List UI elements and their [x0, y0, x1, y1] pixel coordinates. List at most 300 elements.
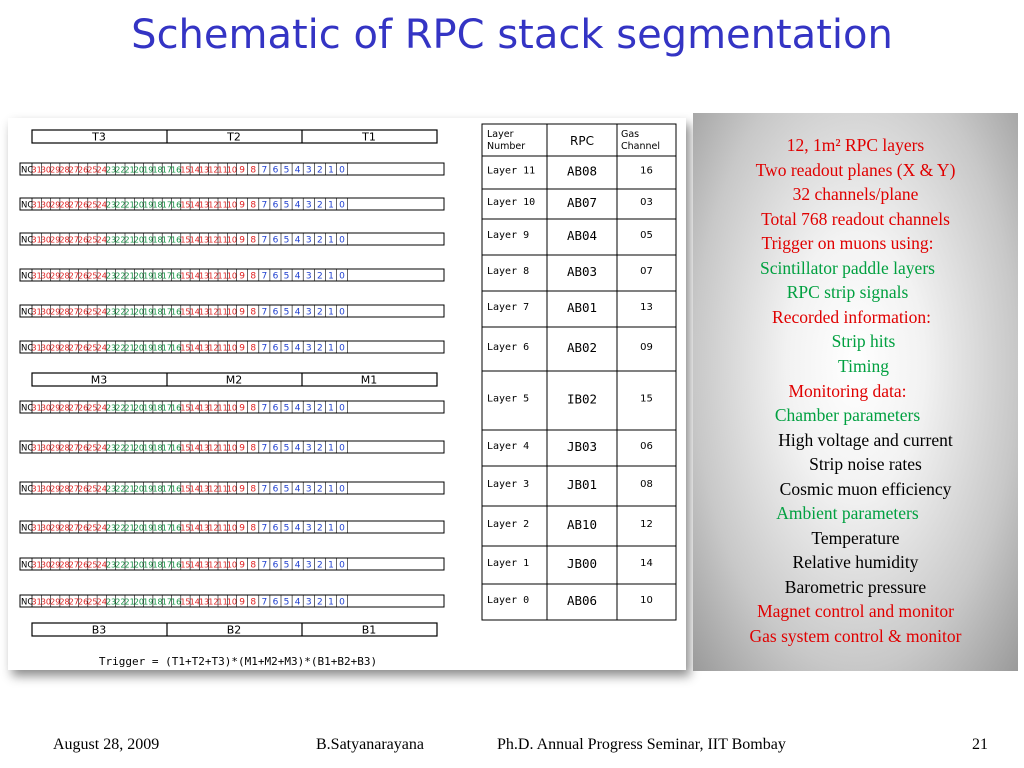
info-line: Trigger on muons using:: [761, 233, 934, 254]
strip-number: 26: [78, 271, 89, 281]
strip-number: 3: [305, 235, 312, 246]
strip-number: 19: [143, 165, 154, 175]
info-line: Strip hits: [831, 331, 896, 352]
plane-label-m3: M3: [90, 373, 108, 387]
table-cell-rpc: AB01: [566, 300, 598, 315]
table-cell-gas: 15: [640, 393, 653, 405]
strip-number: 27: [68, 484, 79, 494]
strip-number: 0: [339, 403, 345, 414]
table-cell-rpc: JB01: [566, 477, 598, 492]
strip-number: 12: [208, 560, 219, 570]
table-cell-rpc: AB08: [566, 163, 598, 179]
strip-number: 7: [261, 560, 268, 571]
plane-label-t1: T1: [362, 130, 376, 144]
strip-number: 19: [143, 343, 154, 353]
strip-number: 21: [124, 403, 135, 413]
strip-number: 9: [239, 443, 246, 454]
strip-number: 12: [208, 597, 219, 607]
strip-number: 1: [328, 523, 334, 534]
table-cell-rpc: AB02: [566, 340, 598, 355]
strip-number: 28: [59, 235, 70, 245]
strip-number: 19: [143, 403, 154, 413]
table-cell-layer: Layer 11: [487, 165, 536, 177]
table-cell-layer: Layer 3: [487, 479, 530, 490]
table-cell-gas: 12: [640, 519, 653, 530]
strip-number: 24: [96, 271, 107, 281]
strip-number: 19: [143, 200, 154, 210]
strip-number: 18: [152, 597, 163, 607]
strip-number: 11: [217, 597, 228, 607]
strip-row-nc-label: NC: [21, 343, 34, 354]
strip-number: 12: [208, 484, 219, 494]
strip-number: 18: [152, 165, 163, 175]
strip-number: 31: [31, 560, 42, 570]
strip-number: 7: [261, 443, 268, 454]
strip-number: 28: [59, 271, 70, 281]
table-cell-layer: Layer 4: [487, 441, 530, 452]
strip-number: 14: [189, 343, 200, 353]
strip-number: 10: [226, 271, 238, 281]
strip-row-nc-label: NC: [21, 200, 34, 211]
table-cell-layer: Layer 10: [487, 197, 536, 208]
strip-number: 9: [239, 343, 246, 354]
strip-number: 29: [50, 484, 61, 494]
strip-number: 12: [208, 307, 219, 317]
table-cell-gas: 08: [640, 479, 653, 490]
plane-label-t2: T2: [227, 130, 241, 144]
plane-label-b3: B3: [91, 623, 107, 637]
strip-number: 17: [161, 235, 172, 245]
strip-number: 9: [239, 523, 246, 534]
strip-number: 29: [50, 443, 61, 453]
strip-number: 28: [59, 165, 70, 175]
strip-number: 25: [87, 165, 98, 175]
strip-number: 29: [50, 307, 61, 317]
strip-number: 26: [78, 443, 89, 453]
strip-number: 3: [305, 307, 312, 318]
strip-number: 16: [171, 560, 182, 570]
strip-row-nc-label: NC: [21, 443, 34, 454]
table-header-gas: Gas: [621, 129, 640, 140]
strip-number: 13: [198, 307, 210, 317]
strip-number: 12: [208, 343, 219, 353]
strip-number: 5: [283, 165, 290, 176]
strip-number: 3: [305, 560, 312, 571]
strip-number: 6: [272, 443, 279, 454]
strip-number: 20: [133, 597, 145, 607]
strip-number: 10: [226, 165, 238, 175]
strip-number: 20: [133, 403, 145, 413]
strip-number: 4: [294, 307, 301, 318]
strip-number: 0: [339, 443, 345, 454]
strip-number: 20: [133, 200, 145, 210]
plane-label-b1: B1: [361, 623, 377, 637]
strip-number: 21: [124, 443, 135, 453]
strip-number: 24: [96, 235, 107, 245]
strip-number: 22: [115, 403, 126, 413]
strip-number: 4: [294, 343, 301, 354]
strip-number: 14: [189, 271, 200, 281]
strip-number: 0: [339, 597, 345, 608]
strip-number: 2: [316, 200, 323, 211]
strip-number: 7: [261, 484, 268, 495]
strip-number: 13: [198, 523, 210, 533]
strip-number: 22: [115, 560, 126, 570]
strip-number: 24: [96, 343, 107, 353]
strip-row-nc-label: NC: [21, 484, 34, 495]
strip-number: 23: [105, 560, 117, 570]
strip-number: 16: [171, 523, 182, 533]
strip-number: 25: [87, 200, 98, 210]
strip-number: 0: [339, 200, 345, 211]
info-line: Ambient parameters: [776, 503, 919, 524]
strip-number: 8: [250, 165, 257, 176]
table-cell-rpc: AB06: [566, 593, 598, 608]
strip-number: 7: [261, 271, 268, 282]
strip-number: 19: [143, 443, 154, 453]
strip-number: 23: [105, 200, 117, 210]
strip-number: 2: [316, 403, 323, 414]
table-cell-gas: 13: [640, 302, 653, 313]
strip-row-nc-label: NC: [21, 235, 34, 246]
strip-number: 0: [339, 523, 345, 534]
strip-number: 31: [31, 443, 42, 453]
strip-number: 14: [189, 200, 200, 210]
strip-number: 7: [261, 165, 268, 176]
strip-number: 28: [59, 343, 70, 353]
strip-number: 6: [272, 484, 279, 495]
strip-number: 22: [115, 235, 126, 245]
strip-number: 7: [261, 523, 268, 534]
strip-number: 10: [226, 560, 238, 570]
table-header-layer: Layer: [487, 129, 514, 140]
info-line: Recorded information:: [772, 306, 931, 327]
strip-number: 27: [68, 343, 79, 353]
strip-number: 17: [161, 403, 172, 413]
strip-row-nc-label: NC: [21, 403, 34, 414]
strip-number: 2: [316, 271, 323, 282]
strip-number: 5: [283, 343, 290, 354]
strip-number: 26: [78, 403, 89, 413]
strip-number: 20: [133, 560, 145, 570]
strip-number: 19: [143, 307, 154, 317]
strip-number: 28: [59, 484, 70, 494]
strip-number: 26: [78, 307, 89, 317]
table-cell-layer: Layer 8: [487, 266, 530, 277]
strip-number: 23: [105, 403, 117, 413]
footer-date: August 28, 2009: [53, 736, 160, 753]
strip-number: 3: [305, 343, 312, 354]
strip-number: 20: [133, 484, 145, 494]
strip-number: 21: [124, 484, 135, 494]
strip-number: 4: [294, 235, 301, 246]
strip-number: 22: [115, 343, 126, 353]
strip-number: 15: [180, 271, 191, 281]
strip-number: 27: [68, 271, 79, 281]
strip-number: 17: [161, 484, 172, 494]
strip-number: 24: [96, 165, 107, 175]
strip-number: 28: [59, 200, 70, 210]
strip-number: 25: [87, 597, 98, 607]
strip-number: 30: [40, 271, 52, 281]
table-cell-gas: 03: [640, 197, 653, 208]
strip-number: 9: [239, 484, 246, 495]
slide-title: Schematic of RPC stack segmentation: [131, 12, 893, 58]
strip-number: 25: [87, 307, 98, 317]
strip-number: 14: [189, 403, 200, 413]
strip-number: 5: [283, 235, 290, 246]
strip-row-nc-label: NC: [21, 597, 34, 608]
strip-number: 27: [68, 165, 79, 175]
strip-number: 0: [339, 271, 345, 282]
strip-number: 9: [239, 403, 246, 414]
table-cell-gas: 05: [640, 230, 653, 241]
strip-number: 4: [294, 443, 301, 454]
strip-row-nc-label: NC: [21, 523, 34, 534]
strip-number: 6: [272, 597, 279, 608]
strip-number: 17: [161, 597, 172, 607]
strip-number: 27: [68, 523, 79, 533]
strip-number: 0: [339, 165, 345, 176]
strip-number: 31: [31, 403, 42, 413]
strip-number: 5: [283, 307, 290, 318]
strip-number: 16: [171, 597, 182, 607]
strip-number: 0: [339, 343, 345, 354]
table-cell-layer: Layer 9: [487, 230, 530, 241]
strip-number: 4: [294, 271, 301, 282]
strip-number: 23: [105, 165, 117, 175]
strip-number: 31: [31, 523, 42, 533]
strip-number: 5: [283, 271, 290, 282]
strip-number: 3: [305, 200, 312, 211]
table-cell-gas: 14: [640, 558, 653, 569]
strip-number: 8: [250, 597, 257, 608]
strip-number: 22: [115, 484, 126, 494]
strip-number: 19: [143, 523, 154, 533]
strip-number: 11: [217, 165, 228, 175]
strip-number: 14: [189, 443, 200, 453]
strip-number: 12: [208, 200, 219, 210]
strip-number: 31: [31, 165, 42, 175]
strip-number: 22: [115, 597, 126, 607]
strip-number: 8: [250, 235, 257, 246]
table-cell-gas: 16: [640, 165, 653, 177]
strip-number: 4: [294, 597, 301, 608]
strip-number: 6: [272, 271, 279, 282]
strip-number: 29: [50, 403, 61, 413]
strip-number: 18: [152, 200, 163, 210]
strip-number: 18: [152, 523, 163, 533]
strip-number: 19: [143, 235, 154, 245]
strip-number: 17: [161, 443, 172, 453]
table-cell-rpc: JB00: [566, 556, 598, 571]
strip-number: 26: [78, 165, 89, 175]
strip-number: 10: [226, 443, 238, 453]
strip-number: 6: [272, 165, 279, 176]
strip-number: 24: [96, 443, 107, 453]
strip-number: 10: [226, 235, 238, 245]
table-header-number: Number: [487, 141, 526, 152]
strip-number: 2: [316, 443, 323, 454]
strip-number: 7: [261, 343, 268, 354]
strip-number: 13: [198, 560, 210, 570]
strip-number: 9: [239, 560, 246, 571]
info-line: Chamber parameters: [774, 405, 921, 426]
strip-number: 23: [105, 443, 117, 453]
strip-number: 25: [87, 560, 98, 570]
strip-number: 25: [87, 235, 98, 245]
strip-number: 22: [115, 307, 126, 317]
info-line: Two readout planes (X & Y): [755, 159, 956, 180]
strip-number: 6: [272, 560, 279, 571]
strip-number: 22: [115, 271, 126, 281]
strip-number: 12: [208, 443, 219, 453]
strip-number: 15: [180, 165, 191, 175]
strip-number: 17: [161, 165, 172, 175]
strip-row-nc-label: NC: [21, 307, 34, 318]
info-line: Barometric pressure: [784, 576, 927, 597]
stack-schematic-figure: [8, 118, 686, 670]
strip-number: 26: [78, 560, 89, 570]
strip-number: 18: [152, 235, 163, 245]
strip-number: 30: [40, 165, 52, 175]
strip-number: 11: [217, 523, 228, 533]
strip-number: 28: [59, 523, 70, 533]
strip-number: 26: [78, 343, 89, 353]
strip-number: 13: [198, 200, 210, 210]
table-cell-layer: Layer 5: [487, 393, 530, 405]
table-cell-rpc: AB10: [566, 517, 598, 532]
table-cell-rpc: AB04: [566, 228, 598, 243]
strip-number: 16: [171, 307, 182, 317]
strip-number: 3: [305, 523, 312, 534]
strip-number: 8: [250, 200, 257, 211]
strip-number: 30: [40, 523, 52, 533]
strip-number: 30: [40, 200, 52, 210]
strip-number: 13: [198, 165, 210, 175]
strip-number: 15: [180, 560, 191, 570]
strip-number: 24: [96, 484, 107, 494]
strip-number: 6: [272, 307, 279, 318]
strip-number: 4: [294, 560, 301, 571]
strip-number: 29: [50, 560, 61, 570]
strip-number: 3: [305, 271, 312, 282]
strip-number: 18: [152, 307, 163, 317]
strip-number: 9: [239, 165, 246, 176]
strip-number: 11: [217, 200, 228, 210]
strip-number: 28: [59, 403, 70, 413]
table-cell-rpc: AB07: [566, 195, 598, 210]
info-line: Magnet control and monitor: [757, 601, 954, 622]
strip-number: 17: [161, 560, 172, 570]
info-line: 32 channels/plane: [792, 184, 919, 205]
strip-number: 1: [328, 165, 334, 176]
strip-number: 22: [115, 200, 126, 210]
strip-number: 27: [68, 403, 79, 413]
strip-number: 5: [283, 403, 290, 414]
strip-number: 14: [189, 235, 200, 245]
footer-author: B.Satyanarayana: [316, 736, 424, 753]
strip-number: 13: [198, 343, 210, 353]
strip-number: 13: [198, 597, 210, 607]
strip-number: 19: [143, 560, 154, 570]
strip-number: 3: [305, 597, 312, 608]
strip-number: 8: [250, 560, 257, 571]
strip-number: 5: [283, 560, 290, 571]
info-line: Total 768 readout channels: [761, 208, 950, 229]
strip-row-nc-label: NC: [21, 165, 34, 176]
plane-label-m1: M1: [360, 373, 378, 387]
strip-number: 23: [105, 235, 117, 245]
strip-number: 15: [180, 443, 191, 453]
strip-number: 16: [171, 403, 182, 413]
strip-number: 20: [133, 343, 145, 353]
strip-number: 13: [198, 443, 210, 453]
strip-number: 11: [217, 443, 228, 453]
strip-number: 2: [316, 165, 323, 176]
strip-number: 4: [294, 165, 301, 176]
strip-number: 2: [316, 560, 323, 571]
strip-number: 10: [226, 200, 238, 210]
strip-row-nc-label: NC: [21, 560, 34, 571]
strip-number: 8: [250, 523, 257, 534]
strip-number: 28: [59, 443, 70, 453]
strip-number: 19: [143, 271, 154, 281]
strip-number: 11: [217, 484, 228, 494]
strip-number: 31: [31, 307, 42, 317]
strip-number: 0: [339, 307, 345, 318]
strip-number: 10: [226, 523, 238, 533]
strip-number: 21: [124, 343, 135, 353]
strip-number: 11: [217, 343, 228, 353]
strip-number: 11: [217, 403, 228, 413]
strip-number: 21: [124, 200, 135, 210]
strip-number: 2: [316, 235, 323, 246]
table-cell-rpc: IB02: [566, 391, 598, 407]
strip-number: 5: [283, 443, 290, 454]
strip-number: 15: [180, 235, 191, 245]
strip-number: 26: [78, 484, 89, 494]
info-line: Timing: [838, 355, 889, 376]
strip-number: 23: [105, 307, 117, 317]
strip-number: 29: [50, 271, 61, 281]
strip-number: 8: [250, 307, 257, 318]
strip-number: 22: [115, 443, 126, 453]
strip-number: 1: [328, 200, 334, 211]
strip-number: 21: [124, 307, 135, 317]
strip-number: 25: [87, 271, 98, 281]
strip-number: 12: [208, 403, 219, 413]
footer-page-number: 21: [972, 736, 988, 753]
strip-number: 31: [31, 343, 42, 353]
strip-number: 19: [143, 597, 154, 607]
strip-number: 7: [261, 200, 268, 211]
strip-number: 21: [124, 165, 135, 175]
strip-number: 27: [68, 560, 79, 570]
info-line: High voltage and current: [778, 429, 953, 450]
info-line: RPC strip signals: [786, 282, 909, 303]
strip-number: 8: [250, 443, 257, 454]
trigger-equation: Trigger = (T1+T2+T3)*(M1+M2+M3)*(B1+B2+B3): [98, 655, 378, 668]
strip-number: 17: [161, 271, 172, 281]
strip-number: 14: [189, 560, 200, 570]
strip-number: 23: [105, 343, 117, 353]
table-cell-layer: Layer 2: [487, 519, 530, 530]
strip-number: 4: [294, 523, 301, 534]
strip-number: 20: [133, 165, 145, 175]
strip-number: 2: [316, 484, 323, 495]
strip-number: 27: [68, 307, 79, 317]
